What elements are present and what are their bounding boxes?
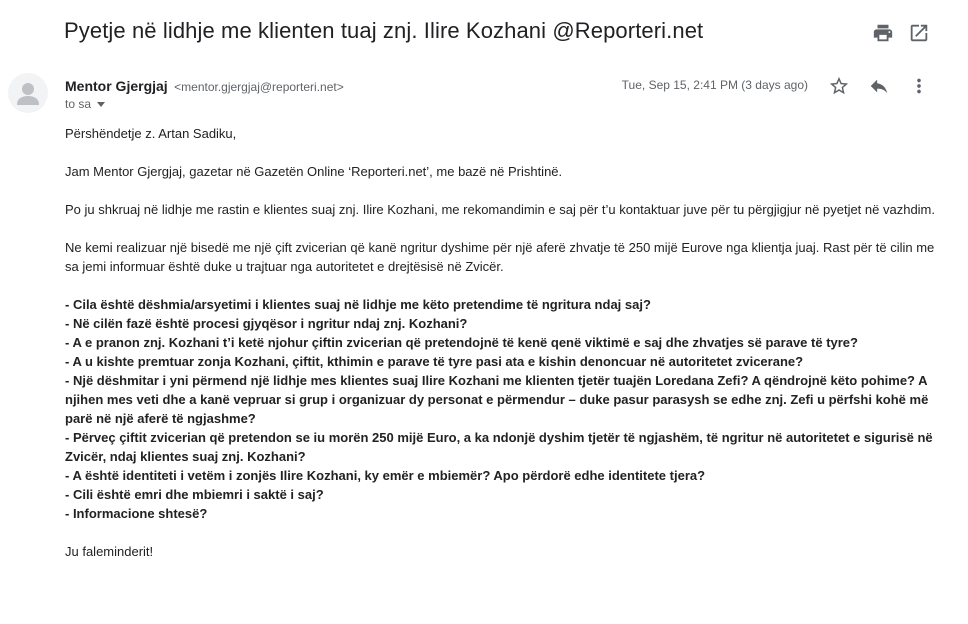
paragraph: Po ju shkruaj në lidhje me rastin e klientes suaj znj. Ilire Kozhani, me rekomandimin e saj për t’u kontaktuar juve për tu përgjigjur në pyetjet në vazhdim. xyxy=(65,202,935,217)
recipients-toggle[interactable] xyxy=(65,97,105,111)
sender-email: <mentor.gjergjaj@reporteri.net> xyxy=(174,80,344,94)
paragraph: Ne kemi realizuar një bisedë me një çift zvicerian që kanë ngritur dyshime për një aferë zhvatje të 250 mijë Eurove nga klientja juaj. Rast për të cilin me sa jemi informuar është duke u trajtuar nga autoritetet e drejtësisë në Zvicër. xyxy=(65,240,935,274)
question-item: - Përveç çiftit zvicerian që pretendon se iu morën 250 mijë Euro, a ka ndonjë dyshim tjetër të ngjashëm, të ngritur në autoritetet e sigurisë në Zvicër, ndaj klientes suaj znj. Kozhani? xyxy=(65,430,933,464)
greeting: Përshëndetje z. Artan Sadiku, xyxy=(65,126,237,141)
question-item: - A është identiteti i vetëm i zonjës Ilire Kozhani, ky emër e mbiemër? Apo përdorë edhe identitete tjera? xyxy=(65,468,706,483)
chevron-down-icon xyxy=(97,102,105,107)
question-item: - A u kishte premtuar zonja Kozhani, çiftit, kthimin e parave të tyre pasi ata e kishin denoncuar në autoritetet zvicerane? xyxy=(65,354,804,369)
reply-icon[interactable] xyxy=(868,75,890,97)
question-item: - Informacione shtesë? xyxy=(65,506,208,521)
open-in-new-window-icon[interactable] xyxy=(908,22,930,44)
recipients-label: to sa xyxy=(65,97,92,111)
question-item: - A e pranon znj. Kozhani t’i ketë njohur çiftin zvicerian që pretendojnë të kenë qenë viktimë e saj dhe zhvatjes së parave të tyre? xyxy=(65,335,858,350)
email-date: Tue, Sep 15, 2:41 PM (3 days ago) xyxy=(621,78,808,92)
person-icon xyxy=(8,73,48,113)
question-list xyxy=(65,295,945,523)
question-item: - Cila është dëshmia/arsyetimi i klientes suaj në lidhje me këto pretendime të ngritura ndaj saj? xyxy=(65,297,651,312)
question-item: - Cili është emri dhe mbiemri i saktë i saj? xyxy=(65,487,324,502)
sender-line xyxy=(65,78,344,96)
email-subject: Pyetje në lidhje me klienten tuaj znj. Ilire Kozhani @Reporteri.net xyxy=(64,18,704,43)
print-icon[interactable] xyxy=(872,22,894,44)
email-body xyxy=(65,124,945,580)
paragraph: Jam Mentor Gjergjaj, gazetar në Gazetën Online ‘Reporteri.net’, me bazë në Prishtinë. xyxy=(65,164,563,179)
question-item: - Një dëshmitar i yni përmend një lidhje mes klientes suaj Ilire Kozhani me klienten tjetër tuajën Loredana Zefi? A qëndrojnë këto pohime? A njihen mes veti dhe a kanë vepruar si grup i organizuar dy personat e përmendur – duke pasur parasysh se edhe znj. Zefi u përfshi kohë më parë në një aferë të ngjashme? xyxy=(65,373,929,426)
star-icon[interactable] xyxy=(828,75,850,97)
closing: Ju faleminderit! xyxy=(65,544,154,559)
question-item: - Në cilën fazë është procesi gjyqësor i ngritur ndaj znj. Kozhani? xyxy=(65,316,468,331)
sender-name[interactable]: Mentor Gjergjaj xyxy=(65,78,168,94)
avatar[interactable] xyxy=(8,73,48,113)
more-vert-icon[interactable] xyxy=(908,75,930,97)
